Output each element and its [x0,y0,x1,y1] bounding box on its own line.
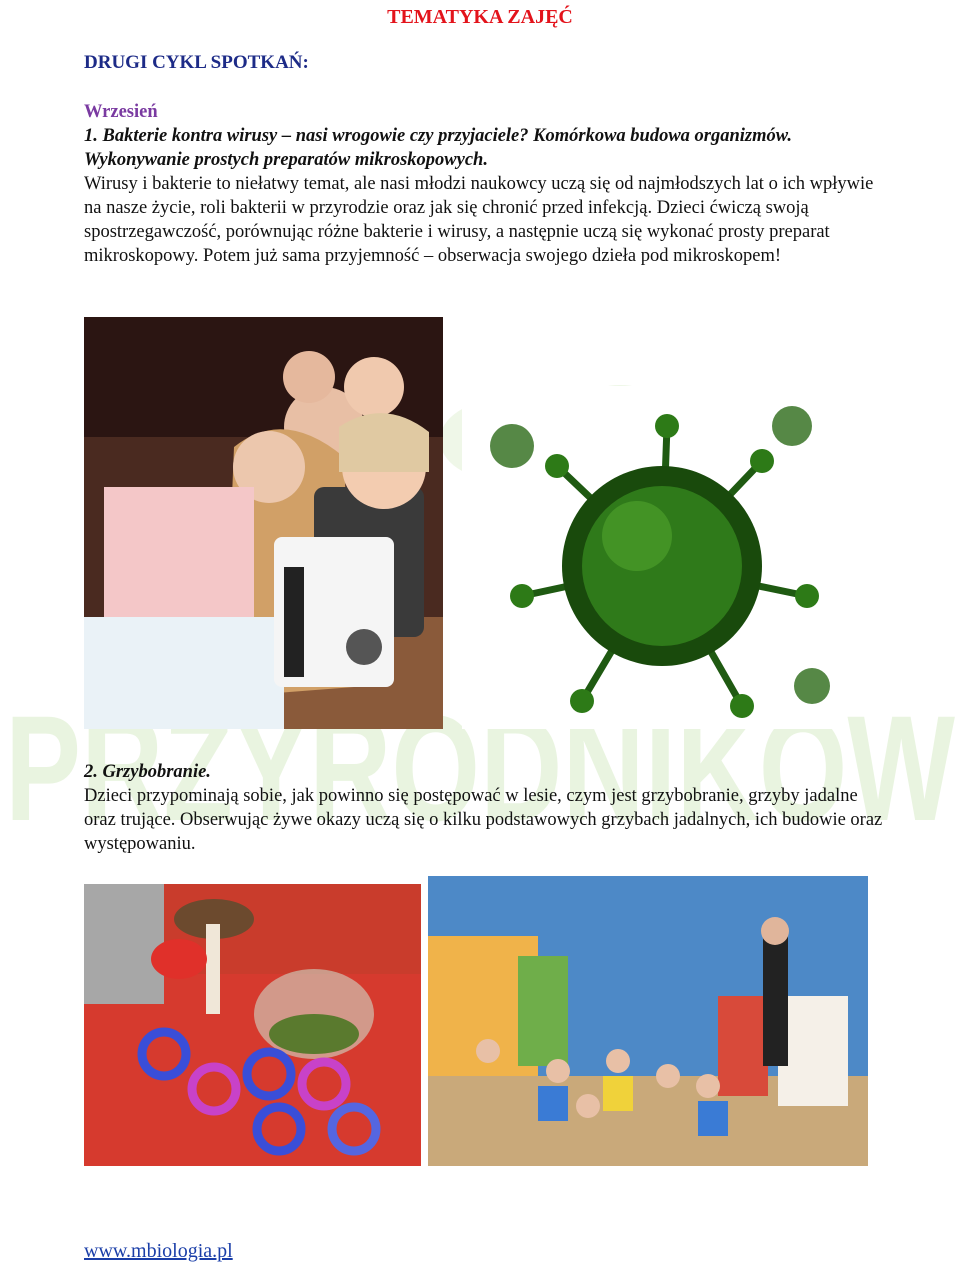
watermark-text: PRZYRODNIKÓW [5,684,956,852]
mushroom-section [84,760,884,856]
topic-mushroom-title: 2. Grzybobranie. [84,762,211,782]
page-title: TEMATYKA ZAJĘĆ [387,6,573,28]
month-heading: Wrzesień [84,102,158,122]
footer-website-link[interactable]: www.mbiologia.pl [84,1240,233,1262]
topic-bacteria-title: 1. Bakterie kontra wirusy – nasi wrogowie czy przyjaciele? Komórkowa budowa organizmów. Wykonywanie prostych preparatów mikroskopowych. [84,126,793,170]
photo-microscope-children [84,317,443,729]
cycle-title: DRUGI CYKL SPOTKAŃ: [84,52,309,73]
image-virus-illustration [462,386,841,729]
september-section [84,100,884,268]
topic-bacteria-description: Wirusy i bakterie to niełatwy temat, ale nasi młodzi naukowcy uczą się od najmłodszych lat o ich wpływie na nasze życie, roli bakterii w przyrodzie oraz jak się chronić przed infekcją. Dzieci ćwiczą swoją spostrzegawczość, porównując różne bakterie i wirusy, a następnie uczą się wykonać prosty preparat mikroskopowy. Potem już sama przyjemność – obserwacja swojego dzieła pod mikroskopem! [84,174,874,266]
photo-mushroom-models [84,884,421,1166]
photo-classroom-children [428,876,868,1166]
topic-mushroom-description: Dzieci przypominają sobie, jak powinno się postępować w lesie, czym jest grzybobranie, grzyby jadalne oraz trujące. Obserwując żywe okazy uczą się o kilku podstawowych grzybach jadalnych, ich budowie oraz występowaniu. [84,786,883,854]
